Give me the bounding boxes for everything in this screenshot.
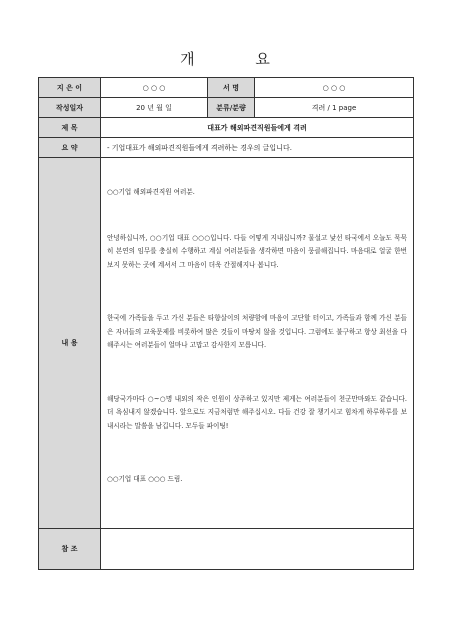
- date-value[interactable]: 20 년 월 일: [101, 98, 208, 118]
- category-value[interactable]: 격려 / 1 page: [255, 98, 414, 118]
- summary-row: [39, 138, 414, 158]
- date-label: 작성일자: [39, 98, 101, 118]
- writer-row: [39, 78, 414, 98]
- content-label: 내 용: [39, 158, 101, 529]
- category-label: 분류/분량: [208, 98, 255, 118]
- content-paragraph-2: 한국에 가족들을 두고 가신 분들은 타향살이의 처량함에 마음이 고단할 터이고, 가족들과 함께 가신 분들은 자녀들의 교육문제를 비롯하여 많은 것들이 마땅치 않을 것입니다. 그럼에도 불구하고 항상 최선을 다해주시는 여러분들이 얼마나 고맙고 감사한지 모릅니다.: [107, 314, 407, 349]
- content-row: [39, 158, 414, 529]
- document-title: 개 요: [180, 50, 298, 68]
- content-paragraph-1: 안녕하십니까, ○○기업 대표 ○○○입니다. 다들 어떻게 지내십니까? 물설고 낯선 타국에서 오늘도 묵묵히 본연의 임무를 충실히 수행하고 계실 여러분들을 생각하면 마음이 뭉클해집니다. 마음대로 얼굴 한번 보지 못하는 곳에 계셔서 그 마음이 더욱 간절해지나 봅니다.: [107, 233, 407, 269]
- content-greeting: ○○기업 해외파견직원 여러분.: [107, 188, 195, 196]
- content-paragraph-3: 해당국가마다 ○~○명 내외의 작은 인원이 상주하고 있지만 제게는 여러분들이 천군만마와도 같습니다. 더 욕심내지 않겠습니다. 앞으로도 지금처럼만 해주십시오. 다들 건강 잘 챙기시고 힘차게 하루하루를 보내시라는 말씀을 남깁니다. 모두들 파이팅!: [107, 394, 407, 430]
- writer-value[interactable]: ○ ○ ○: [101, 78, 208, 98]
- content-body[interactable]: [101, 158, 414, 529]
- summary-label: 요 약: [39, 138, 101, 158]
- signature-value[interactable]: ○ ○ ○: [255, 78, 414, 98]
- summary-value[interactable]: - 기업대표가 해외파견직원들에게 격려하는 경우의 글입니다.: [101, 138, 414, 158]
- signature-label: 서 명: [208, 78, 255, 98]
- subject-value[interactable]: 대표가 해외파견직원들에게 격려: [101, 118, 414, 138]
- overview-form-table: [38, 77, 414, 570]
- date-row: [39, 98, 414, 118]
- subject-label: 제 목: [39, 118, 101, 138]
- writer-label: 지 은 이: [39, 78, 101, 98]
- reference-label: 참 조: [39, 529, 101, 570]
- content-closing: ○○기업 대표 ○○○ 드림.: [107, 475, 183, 483]
- reference-row: [39, 529, 414, 570]
- subject-row: [39, 118, 414, 138]
- reference-value[interactable]: [101, 529, 414, 570]
